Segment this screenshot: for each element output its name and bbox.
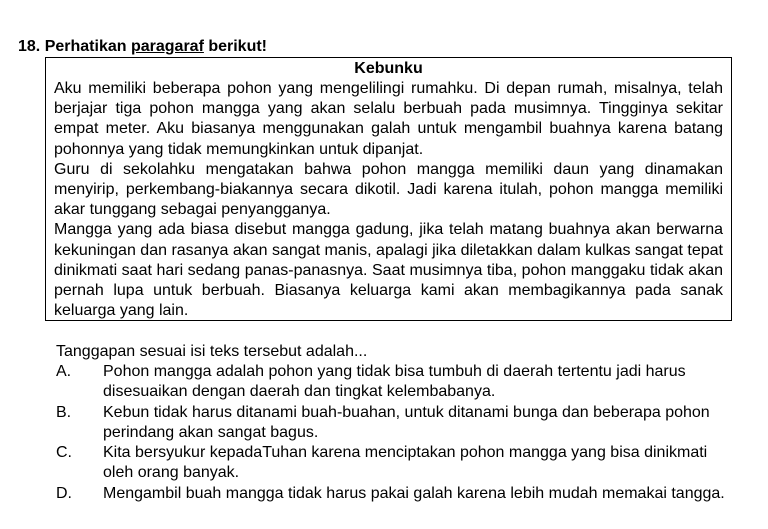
passage-box bbox=[45, 57, 732, 321]
passage-title: Kebunku bbox=[354, 60, 423, 77]
passage-paragraph-1: Aku memiliki beberapa pohon yang mengelilingi rumahku. Di depan rumah, misalnya, telah berjajar tiga pohon mangga yang akan selalu berbuah pada musimnya. Tingginya sekitar empat meter. Aku biasanya menggunakan galah untuk mengambil buahnya karena batang pohonnya yang tidak memungkinkan untuk dipanjat. bbox=[54, 80, 723, 158]
question-prompt: Tanggapan sesuai isi teks tersebut adalah... bbox=[56, 343, 368, 360]
option-c-text: Kita bersyukur kepadaTuhan karena menciptakan pohon mangga yang bisa dinikmati oleh orang banyak. bbox=[103, 444, 708, 482]
option-b[interactable] bbox=[56, 403, 736, 444]
answer-options bbox=[56, 362, 736, 504]
passage-paragraph-3: Mangga yang ada biasa disebut mangga gadung, jika telah matang buahnya akan berwarna kekuningan dan rasanya akan sangat manis, apalagi jika diletakkan dalam kulkas sangat tepat dinikmati saat hari sedang panas-panasnya. Saat musimnya tiba, pohon manggaku tidak akan pernah lupa untuk berbuah. Biasanya keluarga kami akan membagikannya pada sanak keluarga yang lain. bbox=[54, 221, 723, 320]
question-title-underlined: paragaraf bbox=[130, 38, 204, 55]
option-c-letter: C. bbox=[56, 444, 72, 462]
option-b-letter: B. bbox=[56, 403, 72, 421]
question-title-start: Perhatikan bbox=[44, 38, 131, 55]
option-d[interactable] bbox=[56, 484, 736, 504]
option-b-text: Kebun tidak harus ditanami buah-buahan, untuk ditanami bunga dan beberapa pohon perindang akan sangat bagus. bbox=[103, 403, 710, 441]
question-number: 18. bbox=[18, 38, 41, 55]
question-heading bbox=[18, 37, 267, 57]
option-d-text: Mengambil buah mangga tidak harus pakai galah karena lebih mudah memakai tangga. bbox=[103, 484, 725, 502]
option-c[interactable] bbox=[56, 443, 736, 484]
option-a[interactable] bbox=[56, 362, 736, 403]
option-a-letter: A. bbox=[56, 363, 72, 380]
option-d-letter: D. bbox=[56, 484, 72, 502]
passage-paragraph-2: Guru di sekolahku mengatakan bahwa pohon mangga memiliki daun yang dinamakan menyirip, perkembang-biakannya secara dikotil. Jadi karena itulah, pohon mangga memiliki akar tunggang sebagai penyangganya. bbox=[54, 160, 723, 219]
question-title-end: berikut! bbox=[203, 38, 268, 55]
option-a-text: Pohon mangga adalah pohon yang tidak bisa tumbuh di daerah tertentu jadi harus disesuaikan dengan daerah dan tingkat kelembabanya. bbox=[103, 363, 686, 401]
